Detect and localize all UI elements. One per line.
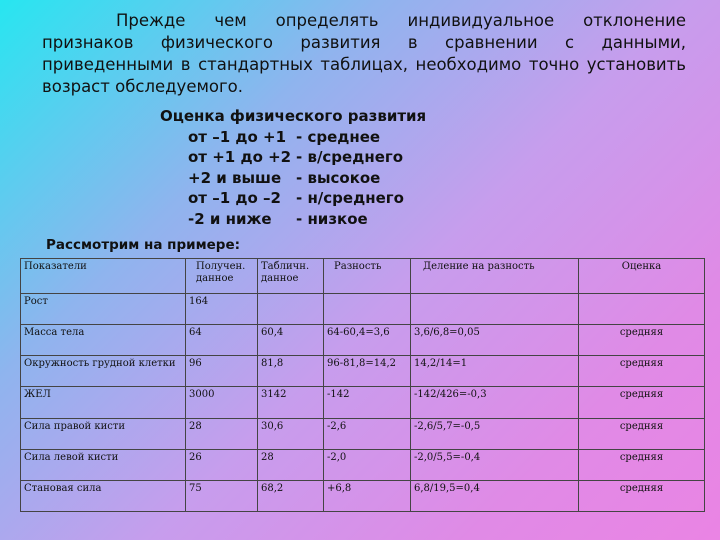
table-cell: средняя	[579, 418, 705, 449]
table-row	[21, 387, 705, 418]
intro-line-2: физического развития в сравнении с данными, приведенными в стандартных таблицах, необходимо точно установить возраст обследуемого.	[42, 33, 686, 96]
table-cell: 64-60,4=3,6	[324, 325, 411, 356]
scale-row	[188, 127, 426, 148]
table-cell: 64	[186, 325, 258, 356]
table-cell	[324, 294, 411, 325]
table-row	[21, 356, 705, 387]
intro-paragraph	[42, 10, 686, 98]
table-cell: Рост	[21, 294, 186, 325]
table-cell: ЖЕЛ	[21, 387, 186, 418]
table-row	[21, 294, 705, 325]
header-cell: Деление на разность	[411, 259, 579, 294]
header-cell: Разность	[324, 259, 411, 294]
table-cell	[411, 294, 579, 325]
assessment-table	[20, 258, 705, 512]
scale-range: от +1 до +2	[188, 148, 292, 166]
header-cell: Оценка	[579, 259, 705, 294]
table-cell: -142	[324, 387, 411, 418]
scale-row	[188, 168, 426, 189]
scale-range: -2 и ниже	[188, 209, 272, 228]
scale-label: - н/среднего	[296, 189, 404, 207]
table-cell: 75	[186, 480, 258, 511]
table-cell: 6,8/19,5=0,4	[411, 480, 579, 511]
table-cell: -2,0/5,5=-0,4	[411, 449, 579, 480]
example-label: Рассмотрим на примере:	[46, 237, 240, 253]
scale-label: - среднее	[296, 127, 381, 146]
table-cell: 60,4	[258, 325, 324, 356]
scale-label: - низкое	[296, 209, 368, 228]
table-cell: 14,2/14=1	[411, 356, 579, 387]
scale-range: +2 и выше	[188, 168, 282, 187]
assessment-scale	[160, 106, 426, 229]
table-cell: 81,8	[258, 356, 324, 387]
table-cell: -142/426=-0,3	[411, 387, 579, 418]
scale-row	[188, 147, 426, 168]
table-row	[21, 325, 705, 356]
table-cell: Становая сила	[21, 480, 186, 511]
table-cell: 96	[186, 356, 258, 387]
table-cell: 28	[258, 449, 324, 480]
table-row	[21, 480, 705, 511]
table-row	[21, 418, 705, 449]
scale-range: от –1 до –2	[188, 189, 281, 207]
table-cell: Сила правой кисти	[21, 418, 186, 449]
header-cell: Табличн. данное	[258, 259, 324, 294]
table-cell: 30,6	[258, 418, 324, 449]
table-cell: 96-81,8=14,2	[324, 356, 411, 387]
table-cell: Сила левой кисти	[21, 449, 186, 480]
scale-label: - в/среднего	[296, 148, 404, 166]
table-cell: Окружность грудной клетки	[21, 356, 186, 387]
table-cell: -2,6/5,7=-0,5	[411, 418, 579, 449]
table-row	[21, 449, 705, 480]
table-cell: средняя	[579, 325, 705, 356]
table-cell: +6,8	[324, 480, 411, 511]
scale-row	[188, 188, 426, 209]
table-cell: средняя	[579, 387, 705, 418]
table-cell: 164	[186, 294, 258, 325]
table-cell	[579, 294, 705, 325]
scale-range: от –1 до +1	[188, 127, 287, 146]
scale-row	[188, 209, 426, 230]
table-cell: 26	[186, 449, 258, 480]
table-cell: Масса тела	[21, 325, 186, 356]
table-cell: средняя	[579, 449, 705, 480]
header-cell: Получен. данное	[186, 259, 258, 294]
intro-line-1: Прежде чем определять индивидуальное отклонение признаков	[42, 11, 686, 52]
table-cell: -2,0	[324, 449, 411, 480]
table-cell: 3000	[186, 387, 258, 418]
table-cell: 28	[186, 418, 258, 449]
scale-label: - высокое	[296, 168, 381, 187]
table-header-row	[21, 259, 705, 294]
table-cell: средняя	[579, 480, 705, 511]
table-cell: 3142	[258, 387, 324, 418]
table-cell: средняя	[579, 356, 705, 387]
table-cell: -2,6	[324, 418, 411, 449]
header-cell: Показатели	[21, 259, 186, 294]
scale-title: Оценка физического развития	[160, 107, 427, 125]
table-cell	[258, 294, 324, 325]
table-cell: 3,6/6,8=0,05	[411, 325, 579, 356]
table-cell: 68,2	[258, 480, 324, 511]
